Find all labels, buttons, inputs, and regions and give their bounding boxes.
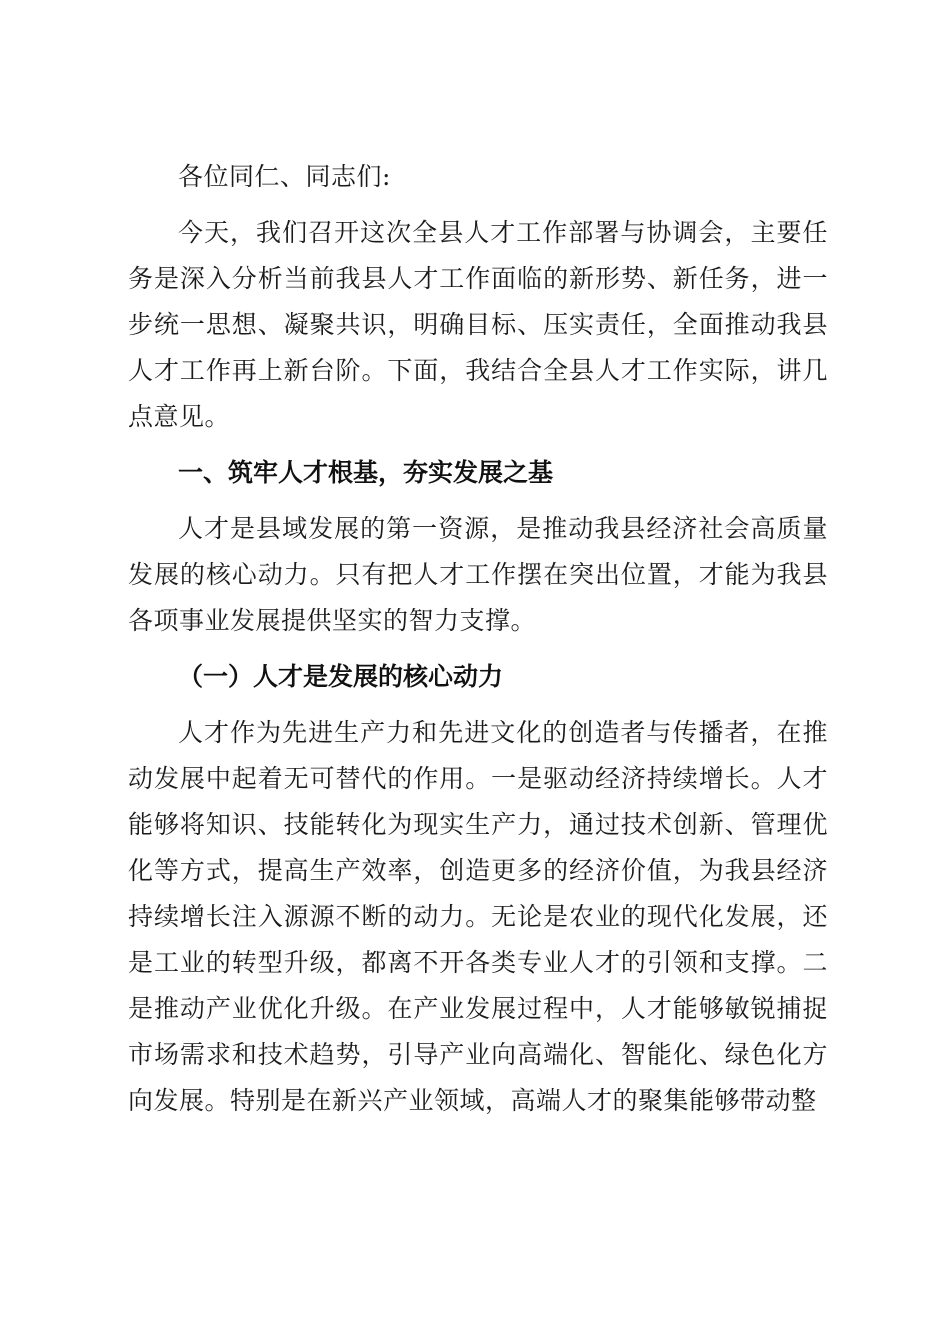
- section-1-paragraph: 人才是县域发展的第一资源，是推动我县经济社会高质量发展的核心动力。只有把人才工作摆在突出位置，才能为我县各项事业发展提供坚实的智力支撑。: [128, 514, 828, 635]
- salutation: 各位同仁、同志们:: [178, 162, 391, 191]
- subsection-1-paragraph: 人才作为先进生产力和先进文化的创造者与传播者，在推动发展中起着无可替代的作用。一是驱动经济持续增长。人才能够将知识、技能转化为现实生产力，通过技术创新、管理优化等方式，提高生产效率，创造更多的经济价值，为我县经济持续增长注入源源不断的动力。无论是农业的现代化发展，还是工业的转型升级，都离不开各类专业人才的引领和支撑。二是推动产业优化升级。在产业发展过程中，人才能够敏锐捕捉市场需求和技术趋势，引导产业向高端化、智能化、绿色化方向发展。特别是在新兴产业领域，高端人才的聚集能够带动整: [128, 718, 828, 1115]
- intro-paragraph: 今天，我们召开这次全县人才工作部署与协调会，主要任务是深入分析当前我县人才工作面临的新形势、新任务，进一步统一思想、凝聚共识，明确目标、压实责任，全面推动我县人才工作再上新台阶。下面，我结合全县人才工作实际，讲几点意见。: [128, 218, 828, 431]
- subsection-heading-1: （一）人才是发展的核心动力: [178, 662, 504, 691]
- section-heading-1: 一、筑牢人才根基，夯实发展之基: [178, 458, 554, 487]
- document-body: [128, 154, 828, 1124]
